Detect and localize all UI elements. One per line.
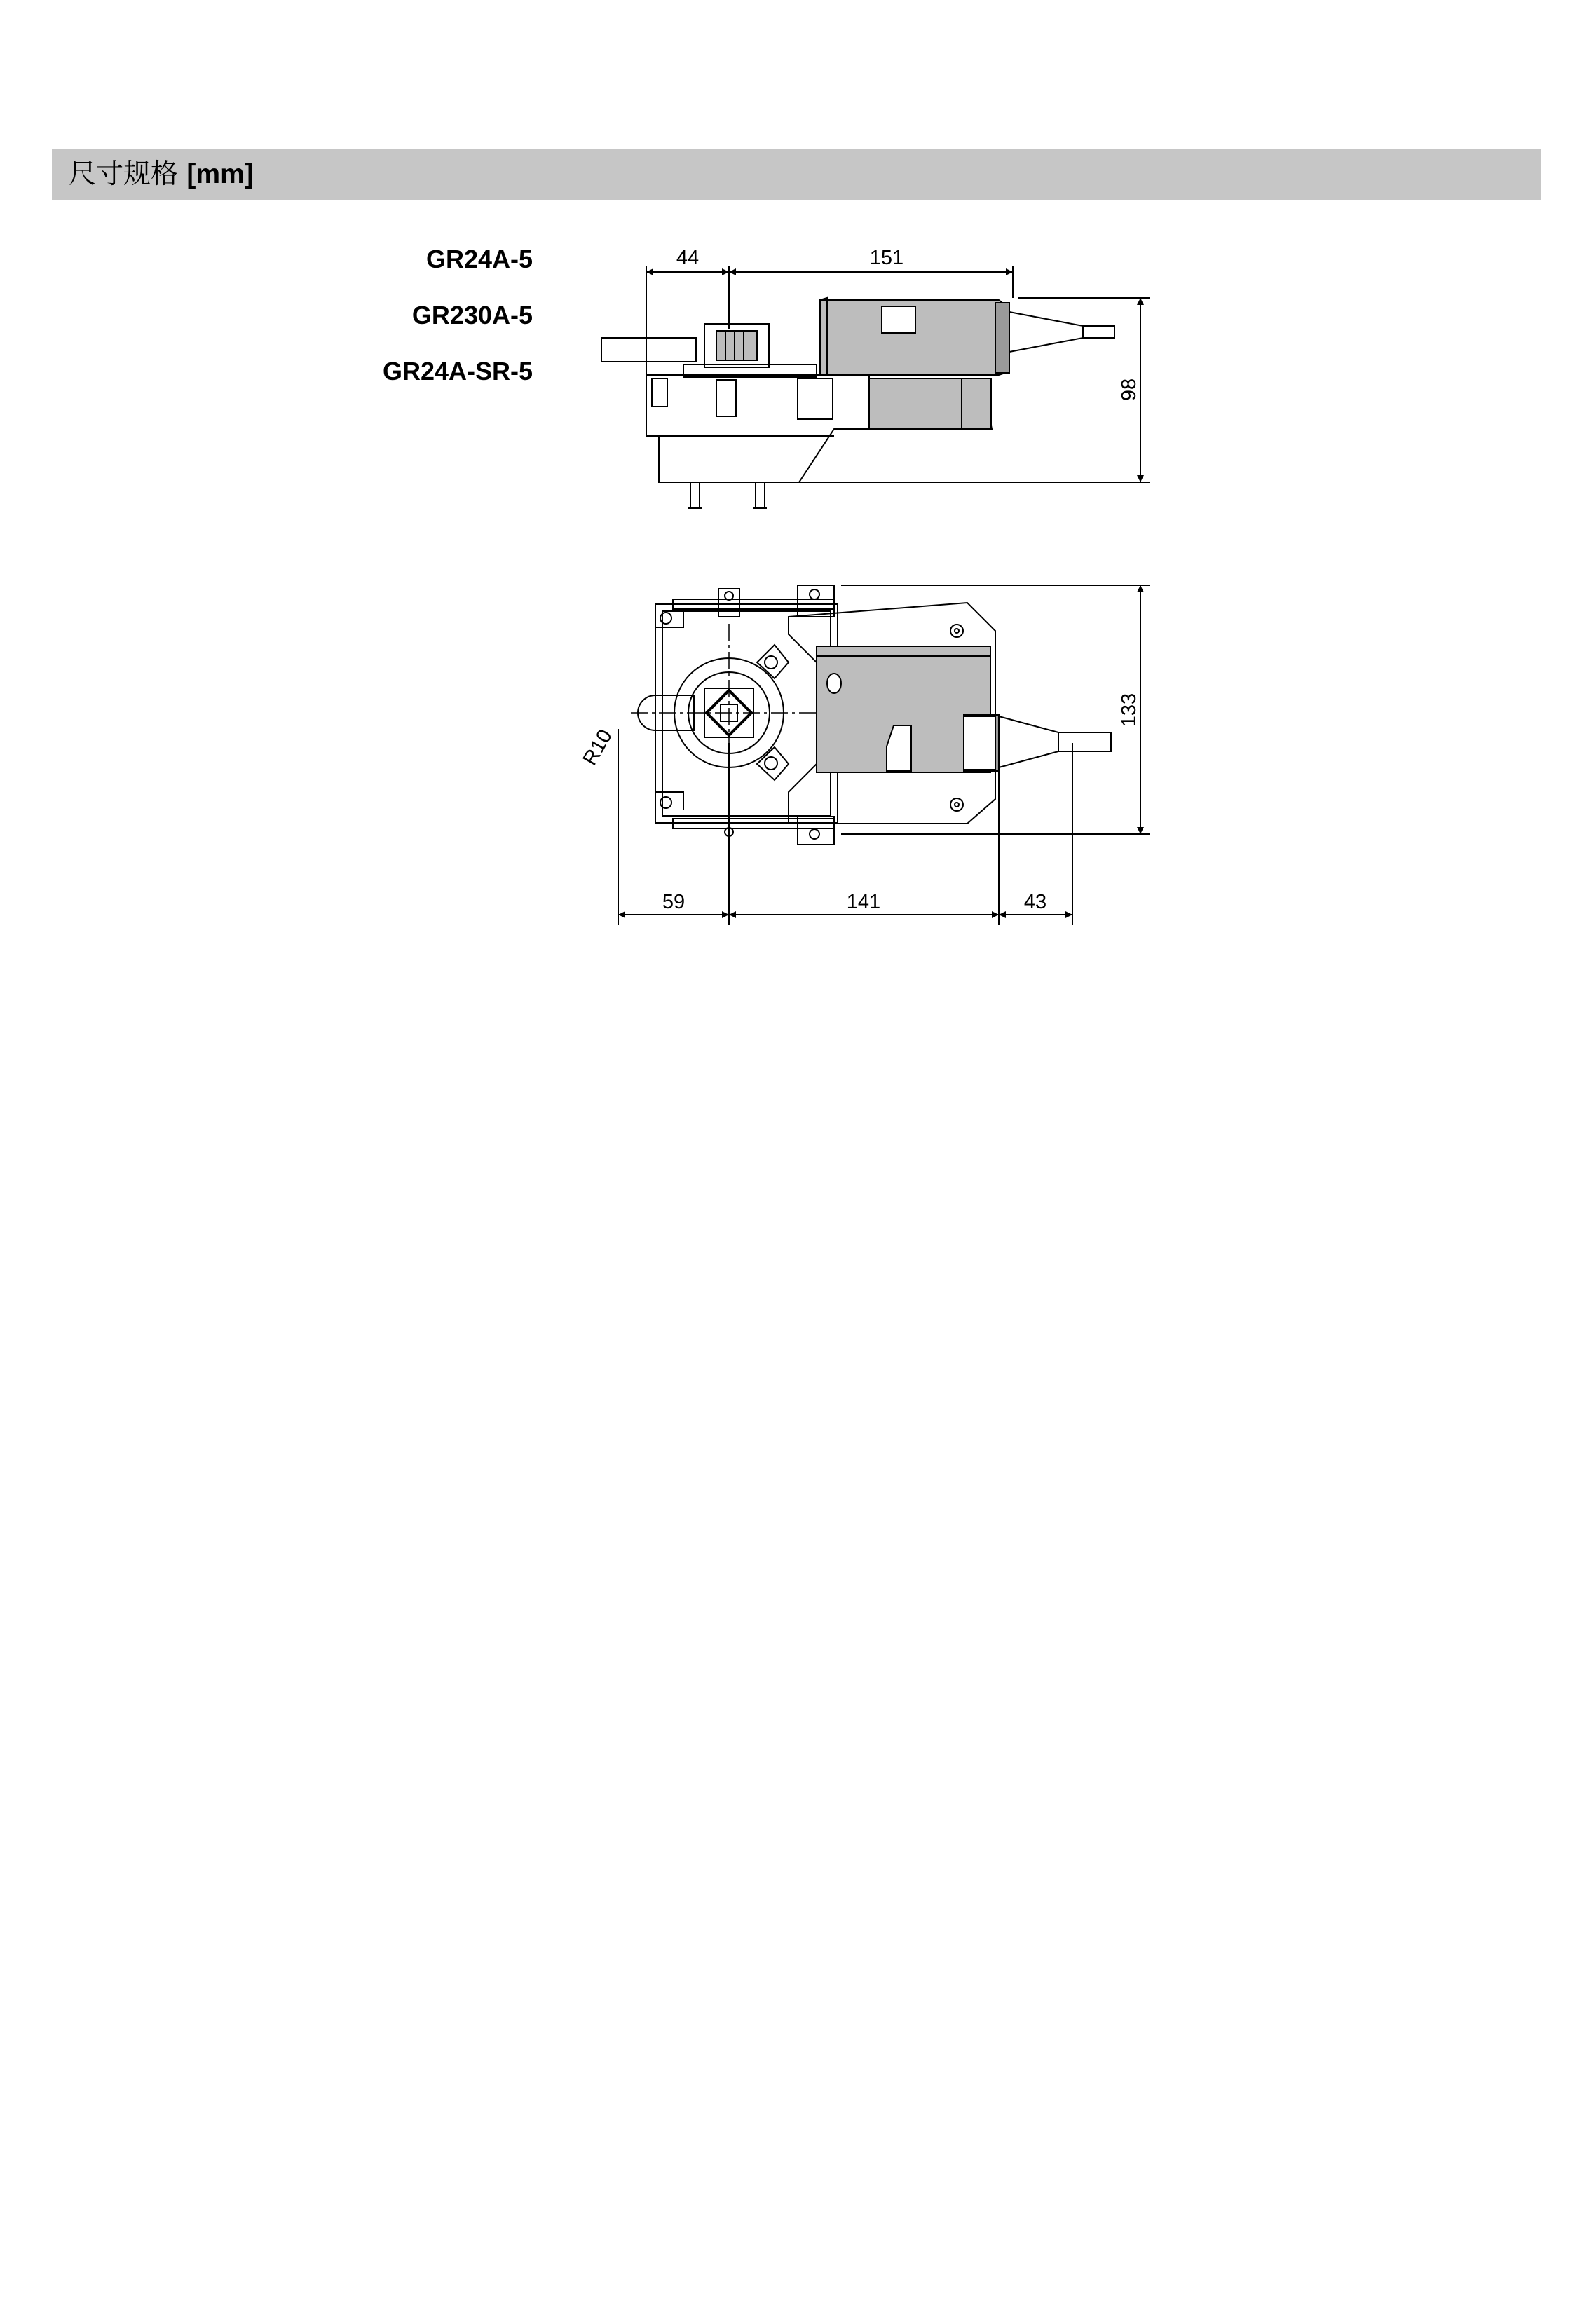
side-view bbox=[601, 266, 1150, 508]
section-title-unit: [mm] bbox=[186, 159, 254, 189]
section-title-text: 尺寸规格 bbox=[69, 158, 179, 190]
radius-label: R10 bbox=[578, 725, 617, 770]
top-view bbox=[618, 585, 1150, 925]
dim-151-label: 151 bbox=[869, 247, 904, 269]
dim-98-label: 98 bbox=[1118, 378, 1140, 402]
dim-44-label: 44 bbox=[676, 247, 700, 269]
model-label-1: GR24A-5 bbox=[425, 245, 533, 273]
dim-133-label: 133 bbox=[1118, 692, 1140, 728]
dim-141-label: 141 bbox=[846, 891, 881, 913]
model-label-2: GR230A-5 bbox=[411, 301, 533, 329]
dim-59-label: 59 bbox=[662, 891, 686, 913]
dim-43-label: 43 bbox=[1023, 891, 1047, 913]
model-label-3: GR24A-SR-5 bbox=[382, 357, 533, 385]
